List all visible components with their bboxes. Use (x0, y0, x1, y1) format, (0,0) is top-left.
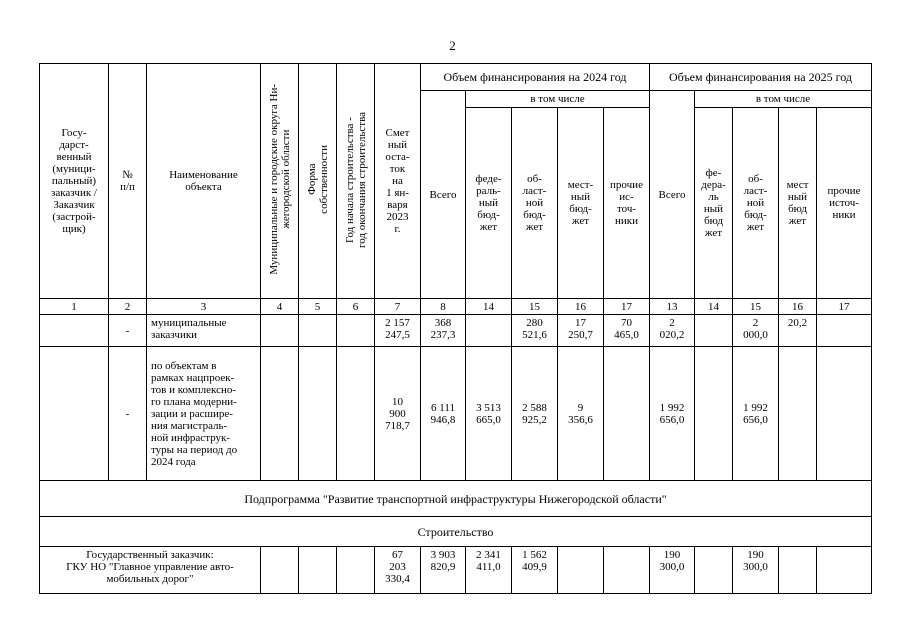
cell-regional-2025: 2 000,0 (733, 315, 779, 347)
cell-years (337, 547, 375, 594)
cell-municipal (261, 547, 299, 594)
header-estimate: Смет ный оста- ток на 1 ян- варя 2023 г. (375, 64, 421, 299)
cell-local-2025: 20,2 (779, 315, 817, 347)
col-number: 8 (421, 299, 466, 315)
cell-total-2024: 368 237,3 (421, 315, 466, 347)
cell-federal-2025 (695, 547, 733, 594)
cell-federal-2024 (466, 315, 512, 347)
cell-ownership (299, 547, 337, 594)
cell-total-2024: 3 903 820,9 (421, 547, 466, 594)
table-row (40, 347, 872, 481)
col-number: 17 (817, 299, 872, 315)
cell-total-2025: 190 300,0 (650, 547, 695, 594)
cell-other-2024: 70 465,0 (604, 315, 650, 347)
cell-local-2024: 9 356,6 (558, 347, 604, 481)
col-number: 1 (40, 299, 109, 315)
header-federal-2024: феде- раль- ный бюд- жет (466, 108, 512, 299)
header-object-name: Наименование объекта (147, 64, 261, 299)
cell-total-2024: 6 111 946,8 (421, 347, 466, 481)
cell-other-2025 (817, 347, 872, 481)
cell-local-2025 (779, 347, 817, 481)
col-number: 5 (299, 299, 337, 315)
header-total-2025: Всего (650, 91, 695, 299)
subprogram-title: Подпрограмма "Развитие транспортной инфраструктуры Нижегородской области" (40, 481, 872, 517)
header-other-2024: прочие ис- точ- ники (604, 108, 650, 299)
header-incl-2025: в том числе (695, 91, 872, 108)
header-years-cell (337, 64, 375, 299)
construction-title: Строительство (40, 517, 872, 547)
col-number: 14 (695, 299, 733, 315)
cell-customer (40, 315, 109, 347)
cell-years (337, 347, 375, 481)
cell-ownership (299, 315, 337, 347)
cell-local-2024: 17 250,7 (558, 315, 604, 347)
col-number: 14 (466, 299, 512, 315)
col-number: 3 (147, 299, 261, 315)
header-local-2024: мест- ный бюд- жет (558, 108, 604, 299)
col-number: 17 (604, 299, 650, 315)
col-number: 4 (261, 299, 299, 315)
cell-total-2025: 1 992 656,0 (650, 347, 695, 481)
cell-num: - (109, 315, 147, 347)
cell-municipal (261, 347, 299, 481)
header-fin-2025: Объем финансирования на 2025 год (650, 64, 872, 91)
col-number: 6 (337, 299, 375, 315)
cell-ownership (299, 347, 337, 481)
cell-local-2025 (779, 547, 817, 594)
cell-local-2024 (558, 547, 604, 594)
cell-years (337, 315, 375, 347)
header-years: Год начала строительства - год окончания строительства (343, 111, 368, 248)
financing-table (39, 63, 872, 594)
cell-regional-2025: 1 992 656,0 (733, 347, 779, 481)
cell-estimate: 2 157 247,5 (375, 315, 421, 347)
cell-num: - (109, 347, 147, 481)
col-number: 15 (512, 299, 558, 315)
header-ownership-cell (299, 64, 337, 299)
cell-other-2024 (604, 547, 650, 594)
header-regional-2025: об- ласт- ной бюд- жет (733, 108, 779, 299)
cell-other-2024 (604, 347, 650, 481)
cell-object-name: по объектам в рамках нацпроек- тов и комплексно- го плана модерни- зации и расшире- ния магистраль- ной инфраструк- туры на период до 2024 года (147, 347, 261, 481)
col-number: 13 (650, 299, 695, 315)
cell-total-2025: 2 020,2 (650, 315, 695, 347)
cell-object-name: муниципальные заказчики (147, 315, 261, 347)
header-ownership: Форма собственности (305, 145, 330, 214)
col-number: 7 (375, 299, 421, 315)
cell-regional-2024: 2 588 925,2 (512, 347, 558, 481)
header-total-2024: Всего (421, 91, 466, 299)
header-federal-2025: фе- дера- ль ный бюд жет (695, 108, 733, 299)
cell-federal-2024: 3 513 665,0 (466, 347, 512, 481)
cell-other-2025 (817, 315, 872, 347)
table-row (40, 547, 872, 594)
cell-federal-2025 (695, 347, 733, 481)
table-row (40, 315, 872, 347)
header-customer: Госу- дарст- венный (муници- пальный) заказчик / Заказчик (застрой- щик) (40, 64, 109, 299)
col-number: 16 (558, 299, 604, 315)
col-number: 15 (733, 299, 779, 315)
cell-customer (40, 347, 109, 481)
header-municipal-cell (261, 64, 299, 299)
cell-federal-2024: 2 341 411,0 (466, 547, 512, 594)
col-number: 16 (779, 299, 817, 315)
header-num: № п/п (109, 64, 147, 299)
header-local-2025: мест ный бюд жет (779, 108, 817, 299)
col-number: 2 (109, 299, 147, 315)
page-number: 2 (449, 38, 456, 53)
cell-municipal (261, 315, 299, 347)
cell-estimate: 67 203 330,4 (375, 547, 421, 594)
header-regional-2024: об- ласт- ной бюд- жет (512, 108, 558, 299)
header-municipal: Муниципальные и городские округа Ни- жегородской области (267, 84, 292, 275)
cell-federal-2025 (695, 315, 733, 347)
cell-regional-2024: 1 562 409,9 (512, 547, 558, 594)
header-incl-2024: в том числе (466, 91, 650, 108)
cell-regional-2025: 190 300,0 (733, 547, 779, 594)
header-other-2025: прочие источ- ники (817, 108, 872, 299)
header-fin-2024: Объем финансирования на 2024 год (421, 64, 650, 91)
cell-other-2025 (817, 547, 872, 594)
cell-estimate: 10 900 718,7 (375, 347, 421, 481)
cell-regional-2024: 280 521,6 (512, 315, 558, 347)
cell-state-customer: Государственный заказчик: ГКУ НО "Главное управление авто- мобильных дорог" (40, 547, 261, 594)
